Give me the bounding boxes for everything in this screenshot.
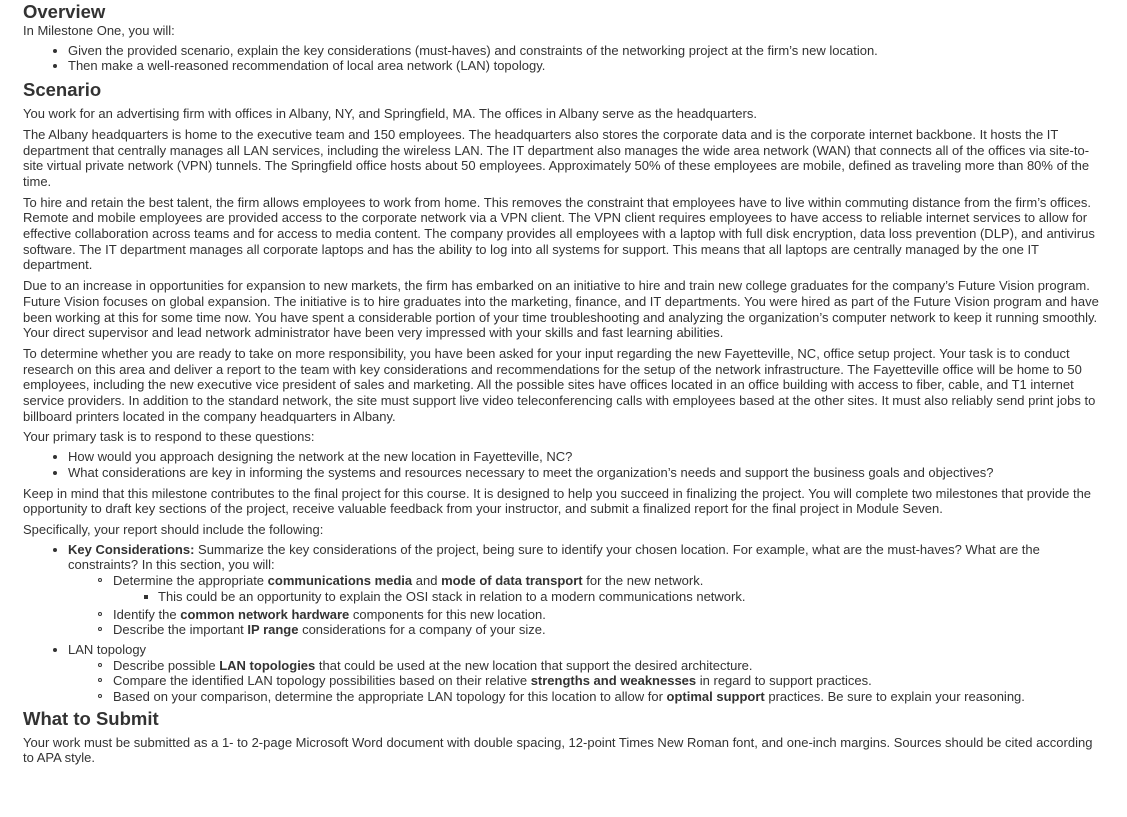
bold-term: mode of data transport [441,573,583,589]
key-considerations-sublist [68,573,1103,638]
text-span: Identify the [113,606,181,622]
list-item [68,689,1103,705]
list-item [68,607,1103,623]
bold-term: communications media [267,573,413,589]
scenario-paragraph: Specifically, your report should include the following: [23,521,324,537]
list-item-key-considerations [23,542,1103,638]
overview-list [23,43,1103,74]
scenario-paragraph: You work for an advertising firm with offices in Albany, NY, and Springfield, MA. The offices in Albany serve as the headquarters. [23,106,757,122]
text-span: practices. Be sure to explain your reasoning. [764,689,1025,705]
submit-paragraph: Your work must be submitted as a 1- to 2-page Microsoft Word document with double spacing, 12-point Times New Roman font, and one-inch margins. Sources should be cited according to APA style. [23,734,1093,766]
list-item: How would you approach designing the network at the new location in Fayetteville, NC? [23,449,1103,465]
scenario-paragraph: Due to an increase in opportunities for expansion to new markets, the firm has embarked on an initiative to hire and train new college graduates for the company’s Future Vision program. Future Vision focuses on global expansion. The initiative is to hire graduates into the marketing, finance, and IT departments. You were hired as part of the Future Vision program and have been working at this for some time now. You have spent a considerable portion of your time troubleshooting and analyzing the organization’s computer network to keep it running smoothly. Your direct supervisor and lead network administrator have been very impressed with your skills and fast learning abilities. [23,278,1099,341]
lan-topology-label: LAN topology [68,641,147,657]
text-span: for the new network. [582,573,704,589]
bold-term: common network hardware [180,606,350,622]
list-item: Then make a well-reasoned recommendation of local area network (LAN) topology. [23,58,1103,74]
questions-list [23,449,1103,480]
list-item [68,573,1103,604]
list-item: Given the provided scenario, explain the key considerations (must-haves) and constraints of the networking project at the firm’s new location. [23,43,1103,59]
key-considerations-text: Summarize the key considerations of the project, being sure to identify your chosen location. For example, what are the must-haves? What are the constraints? In this section, you will: [68,541,1040,573]
scenario-paragraph: To determine whether you are ready to take on more responsibility, you have been asked for your input regarding the new Fayetteville, NC, office setup project. Your task is to conduct research on this area and deliver a report to the team with key considerations and recommendations for the setup of the network infrastructure. The Fayetteville office will be home to 50 employees, including the new executive vice president of sales and marketing. All the possible sites have offices located in an office building with access to fiber, cable, and T1 internet service providers. In addition to the standard network, the site must support live video teleconferencing calls with employees based at the other sites. It must also reliably send print jobs to billboard printers located in the company headquarters in Albany. [23,345,1096,424]
osi-sublist [113,589,1103,605]
bold-term: IP range [247,622,299,638]
overview-intro: In Milestone One, you will: [23,23,175,38]
bold-term: optimal support [666,689,765,705]
list-item: This could be an opportunity to explain the OSI stack in relation to a modern communications network. [113,589,1103,605]
requirements-list [23,542,1103,705]
scenario-paragraph: Your primary task is to respond to these questions: [23,429,315,445]
scenario-paragraph: The Albany headquarters is home to the executive team and 150 employees. The headquarters also stores the corporate data and is the corporate internet backbone. It hosts the IT department that centrally manages all LAN services, including the wireless LAN. The IT department also manages the wide area network (WAN) that connects all of the offices via site-to-site virtual private network (VPN) tunnels. The Springfield office hosts about 50 employees. Approximately 50% of these employees are mobile, defined as traveling more than 80% of the time. [23,126,1090,189]
text-span: Describe possible [113,657,220,673]
text-span: Based on your comparison, determine the appropriate LAN topology for this location to allow for [113,689,667,705]
text-span: that could be used at the new location that support the desired architecture. [315,657,753,673]
text-span: in regard to support practices. [696,673,872,689]
what-to-submit-heading: What to Submit [23,707,159,729]
text-span: and [412,573,442,589]
text-span: Determine the appropriate [113,573,268,589]
list-item [68,622,1103,638]
list-item: What considerations are key in informing the systems and resources necessary to meet the organization’s needs and support the business goals and objectives? [23,465,1103,481]
list-item-lan-topology [23,642,1103,705]
scenario-paragraph: Keep in mind that this milestone contributes to the final project for this course. It is designed to help you succeed in finalizing the project. You will complete two milestones that provide the opportunity to draft key sections of the project, receive valuable feedback from your instructor, and submit a finalized report for the final project in Module Seven. [23,485,1092,517]
lan-topology-sublist [68,658,1103,705]
text-span: Describe the important [113,622,248,638]
bold-term: LAN topologies [219,657,316,673]
list-item [68,673,1103,689]
text-span: Compare the identified LAN topology possibilities based on their relative [113,673,531,689]
scenario-heading: Scenario [23,79,102,101]
text-span: considerations for a company of your size. [298,622,546,638]
list-item [68,658,1103,674]
text-span: components for this new location. [349,606,546,622]
scenario-paragraph: To hire and retain the best talent, the firm allows employees to work from home. This removes the constraint that employees have to live within commuting distance from the firm’s offices. Remote and mobile employees are provided access to the corporate network via a VPN client. The VPN client requires employees to have access to reliable internet services to allow for effective collaboration across teams and for access to media content. The company provides all employees with a laptop with full disk encryption, data loss prevention (DLP), and antivirus software. The IT department manages all corporate laptops and has the ability to log into all systems for support. This means that all laptops are centrally managed by the one IT department. [23,194,1095,273]
overview-heading: Overview [23,1,106,22]
key-considerations-label: Key Considerations: [68,541,195,557]
bold-term: strengths and weaknesses [530,673,697,689]
